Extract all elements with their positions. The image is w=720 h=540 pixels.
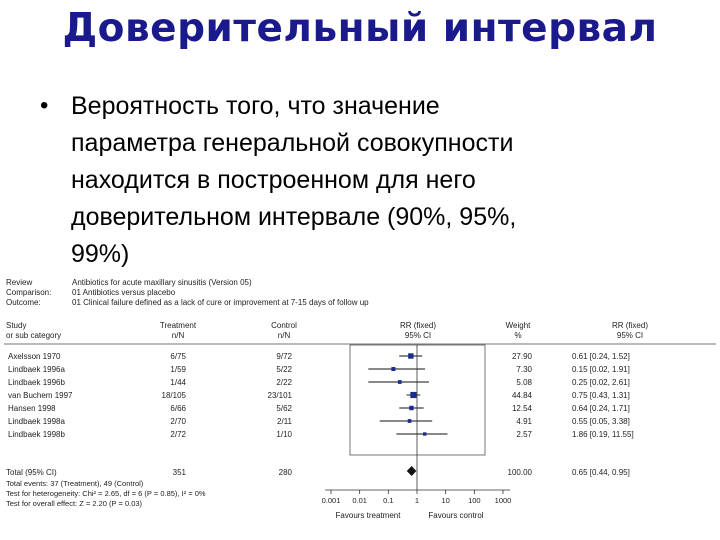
header-rr-sub: 95% CI	[404, 331, 432, 340]
study-control: 9/72	[276, 352, 292, 361]
header-control: Control	[271, 321, 297, 330]
study-control: 23/101	[267, 391, 292, 400]
study-name: Hansen 1998	[8, 404, 56, 413]
favours-left: Favours treatment	[335, 511, 401, 520]
footer-line: Test for heterogeneity: Chi² = 2.65, df = 6 (P = 0.85), I² = 0%	[6, 489, 206, 498]
x-axis-ticks	[322, 490, 512, 505]
study-name: Lindbaek 1998b	[8, 430, 65, 439]
study-weight: 2.57	[516, 430, 532, 439]
x-tick-label: 1000	[494, 496, 512, 505]
header-weight-sub: %	[514, 331, 522, 340]
study-ci: 0.15 [0.02, 1.91]	[572, 365, 630, 374]
bullet-line: доверительном интервале (90%, 95%,	[71, 203, 517, 231]
study-weight: 5.08	[516, 378, 532, 387]
effect-box	[423, 432, 426, 435]
bullet-line: Вероятность того, что значение	[71, 92, 440, 120]
meta-value: 01 Clinical failure defined as a lack of cure or improvement at 7-15 days of follow up	[72, 298, 369, 307]
bullet-line: 99%)	[71, 240, 130, 268]
study-name: Lindbaek 1998a	[8, 417, 65, 426]
x-tick-label: 0.1	[383, 496, 394, 505]
slide-title: Доверительный интервал	[62, 6, 658, 51]
study-weight: 4.91	[516, 417, 532, 426]
effect-box	[410, 392, 416, 398]
meta-value: 01 Antibiotics versus placebo	[72, 288, 176, 297]
x-tick-label: 0.001	[321, 496, 341, 505]
header-rr-ci-sub: 95% CI	[616, 331, 644, 340]
header-treatment: Treatment	[159, 321, 197, 330]
study-treatment: 18/105	[161, 391, 186, 400]
header-rr-ci: RR (fixed)	[611, 321, 649, 330]
study-treatment: 1/59	[170, 365, 186, 374]
study-weight: 12.54	[511, 404, 532, 413]
total-control: 280	[278, 468, 292, 477]
total-weight: 100.00	[507, 468, 532, 477]
study-control: 5/22	[276, 365, 292, 374]
effect-box	[408, 419, 412, 423]
plot-frame	[350, 345, 485, 455]
favours-right: Favours control	[428, 511, 484, 520]
header-rr: RR (fixed)	[399, 321, 437, 330]
study-ci: 0.64 [0.24, 1.71]	[572, 404, 630, 413]
x-tick-label: 0.01	[352, 496, 367, 505]
study-control: 1/10	[276, 430, 292, 439]
study-treatment: 1/44	[170, 378, 186, 387]
study-ci: 0.75 [0.43, 1.31]	[572, 391, 630, 400]
study-name: van Buchem 1997	[8, 391, 73, 400]
study-control: 2/11	[277, 417, 292, 426]
x-tick-label: 1	[414, 496, 420, 505]
study-name: Lindbaek 1996a	[8, 365, 65, 374]
effect-box	[408, 353, 413, 358]
effect-box	[398, 380, 402, 384]
total-diamond	[407, 466, 417, 476]
study-weight: 44.84	[511, 391, 532, 400]
study-treatment: 6/66	[170, 404, 186, 413]
footer-line: Total events: 37 (Treatment), 49 (Control)	[6, 479, 144, 488]
total-ci: 0.65 [0.44, 0.95]	[572, 468, 630, 477]
effect-box	[391, 367, 395, 371]
header-treatment-sub: n/N	[171, 331, 185, 340]
study-control: 5/62	[276, 404, 292, 413]
study-ci: 0.61 [0.24, 1.52]	[572, 352, 630, 361]
meta-key: Outcome:	[6, 298, 41, 307]
effect-box	[409, 406, 413, 410]
study-name: Lindbaek 1996b	[8, 378, 65, 387]
footer-line: Test for overall effect: Z = 2.20 (P = 0.03)	[6, 499, 143, 508]
header-study-sub: or sub category	[6, 331, 62, 340]
x-tick-label: 100	[468, 496, 481, 505]
meta-value: Antibiotics for acute maxillary sinusitis (Version 05)	[72, 278, 252, 287]
bullet-marker: •	[40, 92, 49, 119]
bullet-line: параметра генеральной совокупности	[71, 129, 514, 157]
study-treatment: 2/72	[170, 430, 186, 439]
bullet-line: находится в построенном для него	[71, 166, 476, 194]
study-name: Axelsson 1970	[8, 352, 61, 361]
study-ci: 0.55 [0.05, 3.38]	[572, 417, 630, 426]
total-treatment: 351	[172, 468, 186, 477]
meta-key: Review	[6, 278, 33, 287]
study-treatment: 6/75	[170, 352, 186, 361]
study-weight: 7.30	[516, 365, 532, 374]
x-tick-label: 10	[441, 496, 450, 505]
header-study: Study	[6, 321, 27, 330]
meta-key: Comparison:	[6, 288, 52, 297]
study-control: 2/22	[276, 378, 292, 387]
study-ci: 1.86 [0.19, 11.55]	[572, 430, 634, 439]
total-label: Total (95% CI)	[6, 468, 57, 477]
header-weight: Weight	[505, 321, 531, 330]
study-rows	[8, 352, 634, 439]
study-ci: 0.25 [0.02, 2.61]	[572, 378, 630, 387]
study-treatment: 2/70	[170, 417, 186, 426]
study-weight: 27.90	[511, 352, 532, 361]
header-control-sub: n/N	[277, 331, 291, 340]
plot-marks	[368, 345, 447, 490]
